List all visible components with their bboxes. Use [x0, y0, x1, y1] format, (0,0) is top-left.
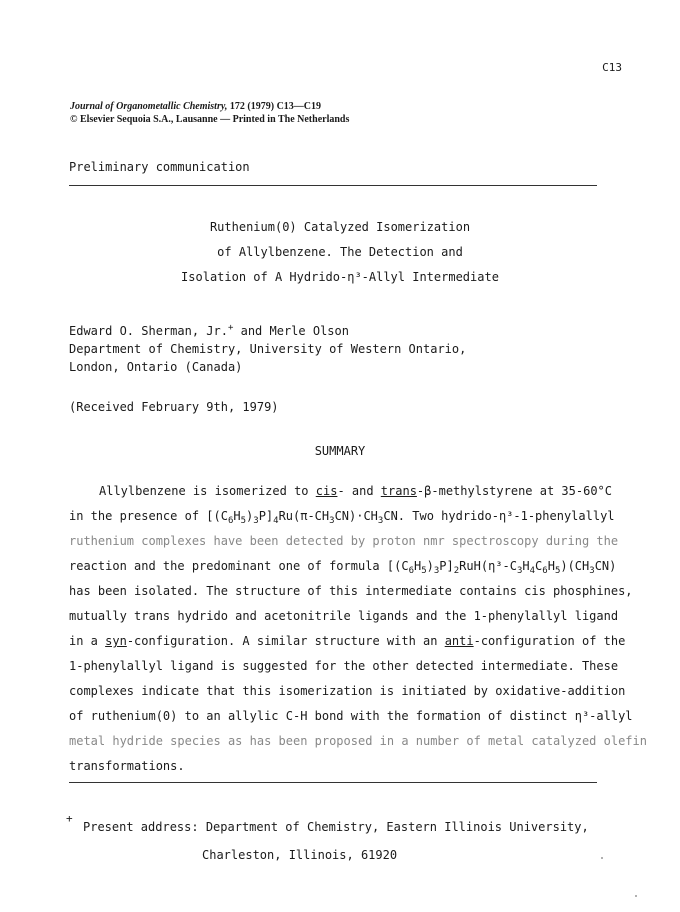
title-line: of Allylbenzene. The Detection and: [217, 245, 463, 259]
footnote-line: Charleston, Illinois, 61920: [202, 848, 398, 862]
abstract-line: 1-phenylallyl ligand is suggested for the other detected intermediate. These: [69, 659, 619, 673]
abstract-line: reaction and the predominant one of formula $[(C_6H_5)_3P]_2RuH(\eta^3-C_3H_4C_6H_5)(CH_3CN)$: [69, 559, 617, 576]
journal-name: Journal of Organometallic Chemistry,: [70, 101, 228, 112]
title-line: Isolation of A Hydrido-η³-Allyl Intermediate: [181, 270, 499, 284]
received-date: (Received February 9th, 1979): [69, 400, 279, 414]
abstract-line: mutually trans hydrido and acetonitrile ligands and the 1-phenylallyl ligand: [69, 609, 619, 623]
author-names: Edward O. Sherman, Jr.: [69, 324, 228, 338]
abstract-line: Allylbenzene is isomerized to cis- and trans-β-methylstyrene at 35-60°C: [99, 484, 612, 498]
affiliation-line: Department of Chemistry, University of Western Ontario,: [69, 342, 467, 356]
paper-title: [0, 215, 680, 290]
journal-copyright: © Elsevier Sequoia S.A., Lausanne — Printed in The Netherlands: [70, 114, 350, 125]
abstract-line: metal hydride species as has been proposed in a number of metal catalyzed olefin: [69, 734, 647, 748]
abstract-line: transformations.: [69, 759, 185, 773]
abstract-line: in the presence of $[(C_6H_5)_3P]_4Ru(\pi-CH_3CN)\cdot CH_3CN$. Two hydrido-η³-1-phenylallyl: [69, 509, 615, 526]
abstract-line: ruthenium complexes have been detected by proton nmr spectroscopy during the: [69, 534, 619, 548]
dagger-mark: +: [227, 323, 234, 333]
footnote-mark: +: [66, 812, 73, 825]
abstract-line: has been isolated. The structure of this intermediate contains cis phosphines,: [69, 584, 633, 598]
author-names-rest: and Merle Olson: [233, 324, 349, 338]
journal-header: [70, 100, 349, 126]
section-label: Preliminary communication: [69, 160, 250, 174]
abstract-line: of ruthenium(0) to an allylic C-H bond with the formation of distinct η³-allyl: [69, 709, 633, 723]
footnote: [66, 813, 589, 869]
title-line: Ruthenium(0) Catalyzed Isomerization: [209, 220, 471, 234]
footnote-line: Present address: Department of Chemistry, Eastern Illinois University,: [83, 820, 589, 834]
scan-speck: [635, 895, 637, 897]
abstract: [69, 479, 647, 779]
top-divider: [69, 185, 597, 186]
page-number: C13: [602, 61, 622, 74]
summary-heading: SUMMARY: [314, 444, 366, 458]
affiliation-line: London, Ontario (Canada): [69, 360, 243, 374]
abstract-line: complexes indicate that this isomerization is initiated by oxidative-addition: [69, 684, 626, 698]
footnote-divider: [69, 782, 597, 783]
abstract-line: in a syn-configuration. A similar structure with an anti-configuration of the: [69, 634, 626, 648]
journal-citation: 172 (1979) C13—C19: [227, 101, 322, 112]
scan-speck: [601, 857, 603, 859]
author-block: [69, 322, 466, 376]
